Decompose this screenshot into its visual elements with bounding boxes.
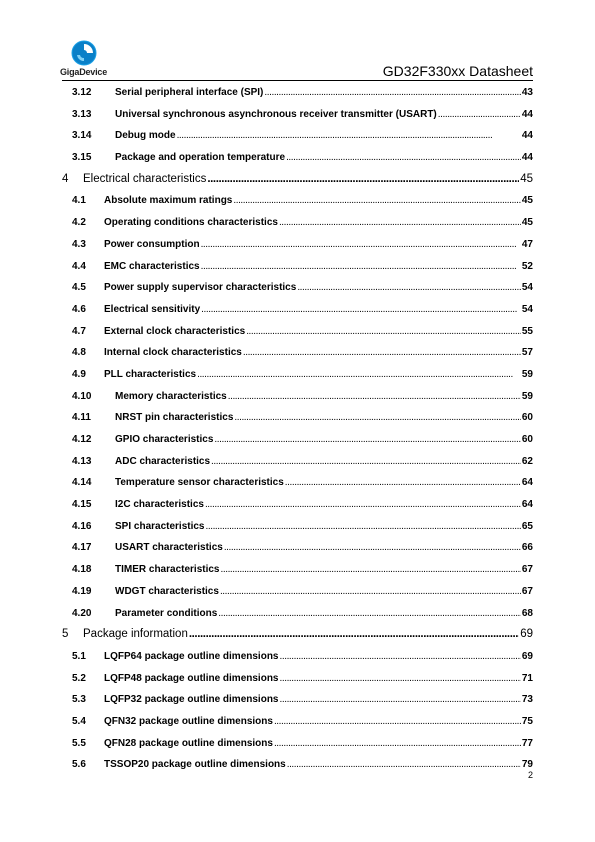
toc-entry-number: 4.18 [72, 564, 92, 576]
toc-entry-title[interactable]: I2C characteristics [115, 499, 204, 511]
toc-dot-leader [297, 277, 521, 299]
toc-entry-page: 52 [521, 260, 533, 272]
toc-entry[interactable] [62, 754, 533, 776]
toc-entry-title[interactable]: Universal synchronous asynchronous receiver transmitter (USART) [115, 108, 437, 120]
toc-entry-number: 4.14 [72, 477, 92, 489]
toc-entry-number: 4.11 [72, 412, 91, 424]
toc-entry[interactable] [62, 472, 533, 494]
toc-entry-title[interactable]: Electrical characteristics [83, 172, 207, 185]
toc-entry[interactable] [62, 386, 533, 408]
toc-entry-title[interactable]: Package information [83, 628, 188, 641]
toc-entry[interactable] [62, 147, 533, 169]
toc-entry-number: 3.12 [72, 87, 92, 98]
toc-entry-page: 71 [521, 672, 533, 684]
toc-dot-leader [197, 364, 521, 386]
toc-dot-leader [287, 754, 521, 776]
toc-dot-leader [218, 603, 521, 625]
toc-dot-leader [221, 559, 521, 581]
toc-entry-number: 3.13 [72, 108, 92, 120]
toc-entry-title[interactable]: USART characteristics [115, 542, 223, 554]
toc-entry-number: 5.3 [72, 694, 86, 706]
toc-entry-number: 4.2 [72, 217, 86, 229]
toc-entry-title[interactable]: TSSOP20 package outline dimensions [104, 759, 286, 771]
toc-dot-leader [285, 472, 521, 494]
toc-entry[interactable] [62, 82, 533, 104]
toc-entry[interactable] [62, 277, 533, 299]
toc-entry-page: 62 [521, 455, 533, 467]
toc-entry-page: 43 [521, 87, 533, 98]
toc-entry-number: 4.1 [72, 195, 86, 207]
toc-dot-leader [211, 451, 521, 473]
gigadevice-logo [60, 40, 110, 80]
toc-entry-number: 4.3 [72, 238, 86, 250]
toc-entry-title[interactable]: PLL characteristics [104, 368, 197, 380]
toc-entry-number: 3.14 [72, 130, 92, 142]
toc-dot-leader [280, 689, 521, 711]
toc-entry-number: 4 [62, 172, 69, 185]
toc-dot-leader [264, 82, 520, 104]
toc-entry[interactable] [62, 429, 533, 451]
toc-entry-page: 64 [521, 499, 533, 511]
toc-entry[interactable] [62, 342, 533, 364]
toc-entry[interactable] [62, 668, 533, 690]
toc-entry[interactable] [62, 559, 533, 581]
toc-entry-title[interactable]: TIMER characteristics [115, 564, 220, 576]
toc-entry-page: 69 [521, 650, 533, 662]
toc-entry-number: 4.20 [72, 607, 92, 619]
toc-dot-leader [177, 125, 521, 147]
page-header [0, 0, 595, 82]
toc-entry-page: 68 [521, 607, 533, 619]
toc-entry-page: 54 [521, 303, 533, 315]
toc-dot-leader [205, 494, 521, 516]
page-number: 2 [527, 770, 533, 780]
toc-entry-number: 4.6 [72, 303, 86, 315]
toc-entry[interactable] [62, 711, 533, 733]
toc-entry-page: 44 [521, 108, 533, 120]
toc-entry-title[interactable]: Power supply supervisor characteristics [104, 282, 297, 294]
toc-entry-page: 47 [521, 238, 533, 250]
toc-entry-page: 64 [521, 477, 533, 489]
toc-entry-title[interactable]: Absolute maximum ratings [104, 195, 233, 207]
toc-entry-number: 4.4 [72, 260, 86, 272]
toc-entry-title[interactable]: QFN32 package outline dimensions [104, 715, 273, 727]
toc-entry-title[interactable]: NRST pin characteristics [115, 412, 234, 424]
toc-entry[interactable] [62, 212, 533, 234]
toc-entry-number: 4.12 [72, 434, 92, 445]
toc-entry[interactable] [62, 624, 533, 646]
toc-entry-page: 67 [521, 564, 533, 576]
toc-dot-leader [214, 429, 520, 451]
toc-entry-page: 59 [521, 390, 533, 402]
toc-entry-number: 4.16 [72, 520, 92, 532]
toc-entry-page: 66 [521, 542, 533, 554]
toc-entry-title[interactable]: Operating conditions characteristics [104, 217, 278, 229]
toc-dot-leader [201, 256, 521, 278]
toc-entry-page: 73 [521, 694, 533, 706]
logo-text: GigaDevice [60, 67, 108, 77]
gigadevice-logo-icon [71, 40, 97, 66]
toc-entry[interactable] [62, 125, 533, 147]
toc-dot-leader [280, 668, 521, 690]
toc-entry-title[interactable]: Memory characteristics [115, 390, 227, 402]
toc-entry-title[interactable]: LQFP32 package outline dimensions [104, 694, 279, 706]
toc-entry-number: 4.19 [72, 585, 92, 597]
toc-dot-leader [274, 711, 521, 733]
toc-dot-leader [246, 321, 521, 343]
toc-dot-leader [228, 386, 521, 408]
toc-dot-leader [207, 169, 519, 191]
table-of-contents [62, 82, 533, 776]
toc-entry-number: 5.5 [72, 737, 86, 749]
toc-entry-number: 4.17 [72, 542, 92, 554]
toc-entry-number: 4.13 [72, 455, 92, 467]
toc-entry-title[interactable]: Power consumption [104, 238, 200, 250]
toc-dot-leader [438, 104, 521, 126]
toc-entry-page: 57 [521, 347, 533, 359]
toc-entry-page: 75 [521, 715, 533, 727]
toc-entry[interactable] [62, 689, 533, 711]
toc-entry[interactable] [62, 190, 533, 212]
toc-dot-leader [279, 212, 521, 234]
toc-entry-page: 60 [521, 434, 533, 445]
toc-entry-number: 5.1 [72, 650, 86, 662]
toc-dot-leader [201, 234, 521, 256]
toc-entry-title[interactable]: LQFP64 package outline dimensions [104, 650, 279, 662]
toc-dot-leader [206, 516, 521, 538]
toc-entry-page: 45 [520, 172, 533, 185]
toc-entry-page: 44 [521, 152, 533, 164]
toc-entry[interactable] [62, 169, 533, 191]
toc-entry-number: 5.4 [72, 715, 86, 727]
toc-entry-number: 4.5 [72, 282, 86, 294]
toc-dot-leader [234, 407, 521, 429]
toc-entry-title[interactable]: QFN28 package outline dimensions [104, 737, 273, 749]
toc-dot-leader [243, 342, 521, 364]
toc-entry[interactable] [62, 733, 533, 755]
toc-entry-number: 4.9 [72, 368, 86, 380]
header-divider [62, 80, 533, 81]
toc-entry-page: 44 [521, 130, 533, 142]
toc-entry-title[interactable]: Internal clock characteristics [104, 347, 242, 359]
toc-entry-page: 69 [520, 628, 533, 641]
toc-entry-page: 67 [521, 585, 533, 597]
toc-entry[interactable] [62, 407, 533, 429]
toc-dot-leader [220, 581, 521, 603]
toc-entry[interactable] [62, 603, 533, 625]
toc-entry-title[interactable]: WDGT characteristics [115, 585, 219, 597]
toc-entry-page: 77 [521, 737, 533, 749]
toc-dot-leader [201, 299, 521, 321]
toc-entry-page: 54 [521, 282, 533, 294]
toc-entry[interactable] [62, 516, 533, 538]
toc-entry-number: 4.10 [72, 390, 92, 402]
toc-entry[interactable] [62, 451, 533, 473]
toc-dot-leader [189, 624, 519, 646]
toc-entry-number: 4.8 [72, 347, 86, 359]
toc-entry-title[interactable]: ADC characteristics [115, 455, 211, 467]
toc-dot-leader [280, 646, 521, 668]
toc-entry-title[interactable]: Temperature sensor characteristics [115, 477, 284, 489]
toc-entry-title[interactable]: EMC characteristics [104, 260, 200, 272]
toc-dot-leader [233, 190, 521, 212]
toc-entry[interactable] [62, 494, 533, 516]
toc-entry-page: 55 [521, 325, 533, 337]
toc-entry-number: 5.2 [72, 672, 86, 684]
toc-dot-leader [286, 147, 521, 169]
toc-entry-number: 5 [62, 628, 69, 641]
toc-entry-page: 60 [521, 412, 533, 424]
toc-entry[interactable] [62, 537, 533, 559]
toc-entry[interactable] [62, 299, 533, 321]
toc-entry-title[interactable]: GPIO characteristics [115, 434, 214, 445]
toc-entry-title[interactable]: External clock characteristics [104, 325, 246, 337]
toc-entry[interactable] [62, 581, 533, 603]
toc-entry-title[interactable]: Parameter conditions [115, 607, 218, 619]
toc-entry-number: 5.6 [72, 759, 86, 771]
toc-entry[interactable] [62, 321, 533, 343]
toc-entry-title[interactable]: Electrical sensitivity [104, 303, 201, 315]
toc-entry[interactable] [62, 234, 533, 256]
toc-entry-page: 79 [521, 759, 533, 771]
toc-dot-leader [224, 537, 521, 559]
toc-entry-number: 4.15 [72, 499, 92, 511]
toc-entry-title[interactable]: Package and operation temperature [115, 152, 286, 164]
toc-entry-page: 45 [521, 217, 533, 229]
toc-entry[interactable] [62, 646, 533, 668]
toc-entry-title[interactable]: Debug mode [115, 130, 176, 142]
toc-entry-page: 59 [521, 368, 533, 380]
toc-entry[interactable] [62, 256, 533, 278]
toc-entry-number: 4.7 [72, 325, 86, 337]
toc-entry-page: 45 [521, 195, 533, 207]
toc-entry[interactable] [62, 364, 533, 386]
toc-dot-leader [274, 733, 521, 755]
toc-entry[interactable] [62, 104, 533, 126]
toc-entry-number: 3.15 [72, 152, 92, 164]
toc-entry-page: 65 [521, 520, 533, 532]
document-title: GD32F330xx Datasheet [382, 63, 533, 79]
toc-entry-title[interactable]: SPI characteristics [115, 520, 205, 532]
toc-entry-title[interactable]: Serial peripheral interface (SPI) [115, 87, 264, 98]
toc-entry-title[interactable]: LQFP48 package outline dimensions [104, 672, 279, 684]
